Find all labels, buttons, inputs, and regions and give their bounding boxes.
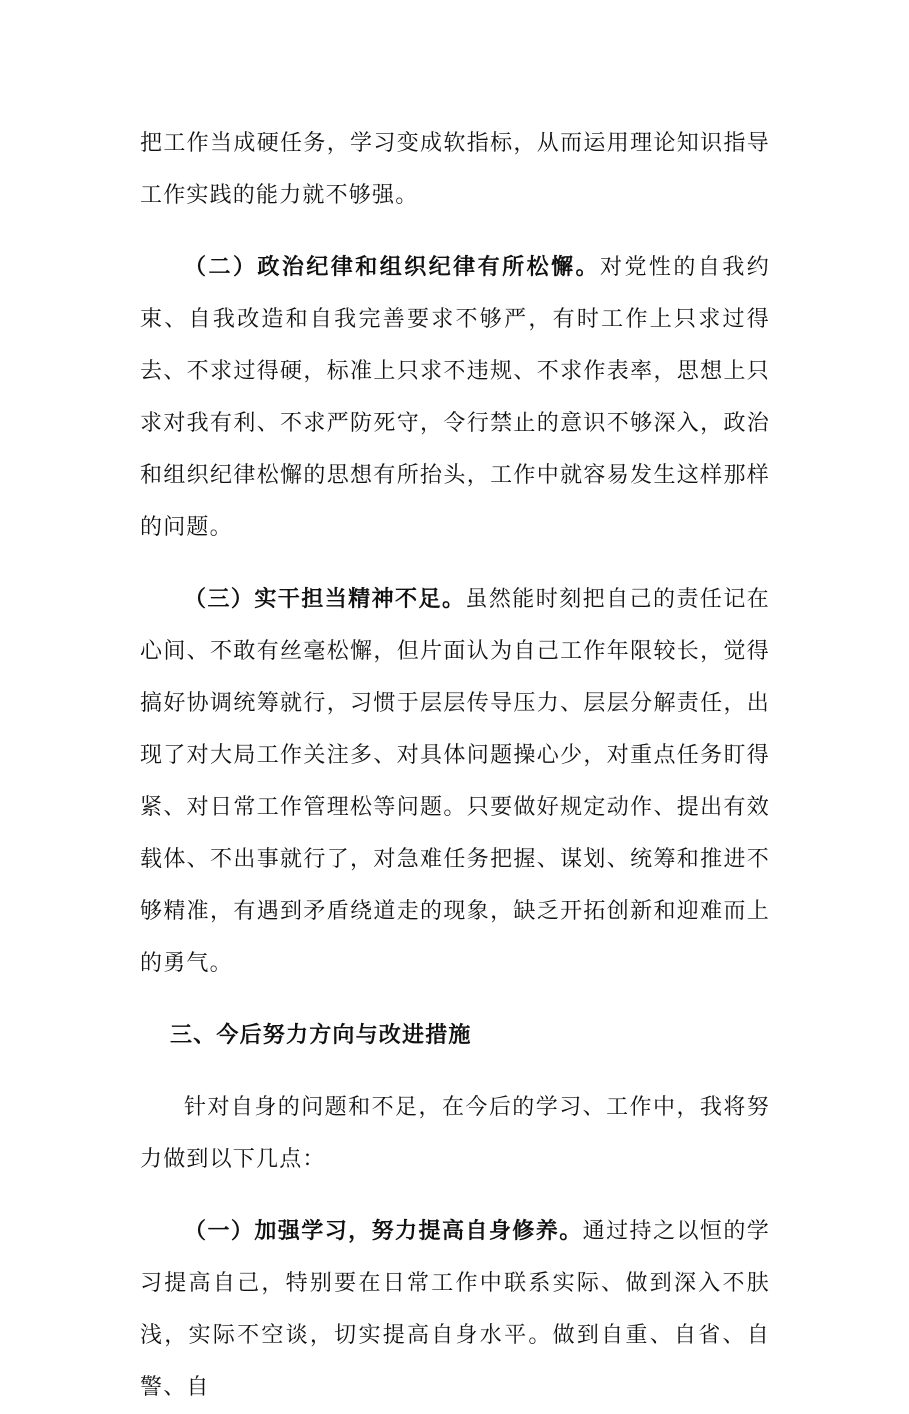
paragraph-continuation <box>140 118 770 222</box>
paragraph-text: 把工作当成硬任务，学习变成软指标，从而运用理论知识指导工作实践的能力就不够强。 <box>140 131 770 208</box>
paragraph-gap <box>140 990 770 1010</box>
paragraph-text: 针对自身的问题和不足，在今后的学习、工作中，我将努力做到以下几点： <box>140 1095 770 1172</box>
paragraph-gap <box>140 1062 770 1082</box>
paragraph-intro <box>140 1082 770 1186</box>
paragraph-lead: （一）加强学习，努力提高自身修养。 <box>184 1219 583 1244</box>
section-heading: 三、今后努力方向与改进措施 <box>170 1023 472 1048</box>
paragraph-gap <box>140 1186 770 1206</box>
paragraph-text: 对党性的自我约束、自我改造和自我完善要求不够严，有时工作上只求过得去、不求过得硬，标准上只求不违规、不求作表率，思想上只求对我有利、不求严防死守，令行禁止的意识不够深入，政治和组织纪律松懈的思想有所抬头，工作中就容易发生这样那样的问题。 <box>140 255 770 540</box>
paragraph-lead: （二）政治纪律和组织纪律有所松懈。 <box>184 255 600 280</box>
paragraph-text: 虽然能时刻把自己的责任记在心间、不敢有丝毫松懈，但片面认为自己工作年限较长，觉得搞好协调统筹就行，习惯于层层传导压力、层层分解责任，出现了对大局工作关注多、对具体问题操心少，对重点任务盯得紧、对日常工作管理松等问题。只要做好规定动作、提出有效载体、不出事就行了，对急难任务把握、谋划、统筹和推进不够精准，有遇到矛盾绕道走的现象，缺乏开拓创新和迎难而上的勇气。 <box>140 587 770 976</box>
paragraph-lead: （三）实干担当精神不足。 <box>184 587 466 612</box>
paragraph-gap <box>140 554 770 574</box>
paragraph-responsibility <box>140 574 770 990</box>
paragraph-text: 通过持之以恒的学习提高自己，特别要在日常工作中联系实际、做到深入不肤浅，实际不空谈，切实提高自身水平。做到自重、自省、自警、自 <box>140 1219 770 1400</box>
paragraph-political-discipline <box>140 242 770 554</box>
paragraph-gap <box>140 222 770 242</box>
document-body <box>140 118 770 1414</box>
paragraph-strengthen-study <box>140 1206 770 1414</box>
